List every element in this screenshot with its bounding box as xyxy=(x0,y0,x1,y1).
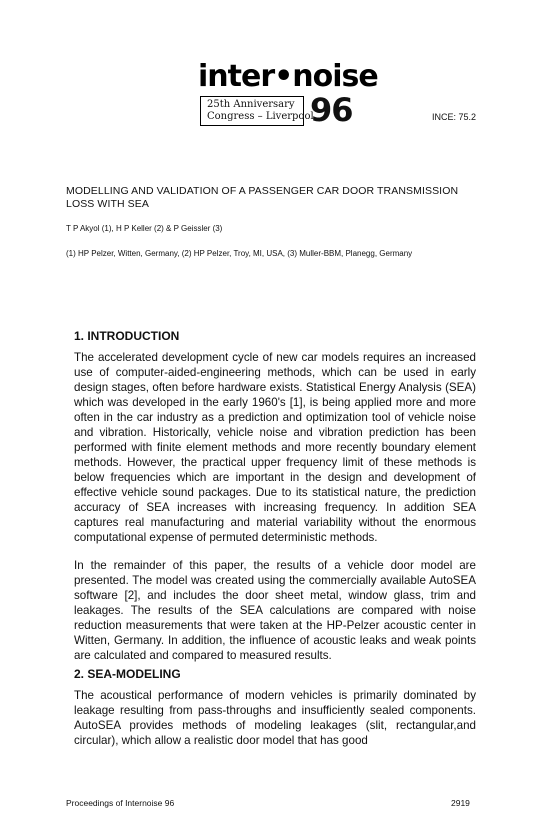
internoise-logo xyxy=(196,59,378,132)
logo-wordmark: inter•noise xyxy=(198,59,378,94)
logo-anniversary-box xyxy=(200,96,314,126)
paper-title: MODELLING AND VALIDATION OF A PASSENGER CAR DOOR TRANSMISSION LOSS WITH SEA xyxy=(66,185,459,210)
intro-paragraph-2: In the remainder of this paper, the results of a vehicle door model are presented. The model was created using the commercially available AutoSEA software [2], and includes the door sheet metal, window glass, trim and leakages. The results of the SEA calculations are compared with noise reduction measurements that were taken at the HP-Pelzer acoustic center in Witten, Germany. In addition, the influence of acoustic leaks and weak points are calculated and compared to measured results. xyxy=(74,559,476,662)
footer-proceedings: Proceedings of Internoise 96 xyxy=(66,798,175,808)
logo-box-line1: 25th Anniversary xyxy=(207,99,295,110)
section-heading-sea-modeling: 2. SEA-MODELING xyxy=(74,667,181,681)
footer-page-number: 2919 xyxy=(451,798,470,808)
paper-authors: T P Akyol (1), H P Keller (2) & P Geissler (3) xyxy=(66,224,223,233)
intro-paragraph-1: The accelerated development cycle of new car models requires an increased use of computer-aided-engineering methods, which can be used in early design stages, often before hardware exists. Statistical Energy Analysis (SEA) which was developed in the early 1960's [1], is being applied more and more often in the car industry as a prediction and optimization tool of vehicle noise and vibration. Historically, vehicle noise and vibration prediction has been performed with finite element methods and more recently boundary element methods. However, the practical upper frequency limit of these methods is below frequencies which are important in the design and development of effective vehicle sound packages. Due to its statistical nature, the prediction accuracy of SEA increases with increasing frequency. In addition SEA captures real manufacturing and material variability without the enormous computational expense of permuted deterministic methods. xyxy=(74,351,476,544)
logo-year: 96 xyxy=(310,91,353,129)
paper-affiliations: (1) HP Pelzer, Witten, Germany, (2) HP Pelzer, Troy, MI, USA, (3) Muller-BBM, Planegg, Germany xyxy=(66,249,413,258)
logo-box-line2: Congress – Liverpool xyxy=(207,111,314,122)
section-heading-introduction: 1. INTRODUCTION xyxy=(74,329,180,343)
ince-classification: INCE: 75.2 xyxy=(432,112,477,122)
sea-paragraph-1: The acoustical performance of modern vehicles is primarily dominated by leakage resulting from pass-throughs and insufficiently sealed components. AutoSEA provides methods of modeling leakages (slit, rectangular,and circular), which allow a realistic door model that has good xyxy=(74,689,476,747)
